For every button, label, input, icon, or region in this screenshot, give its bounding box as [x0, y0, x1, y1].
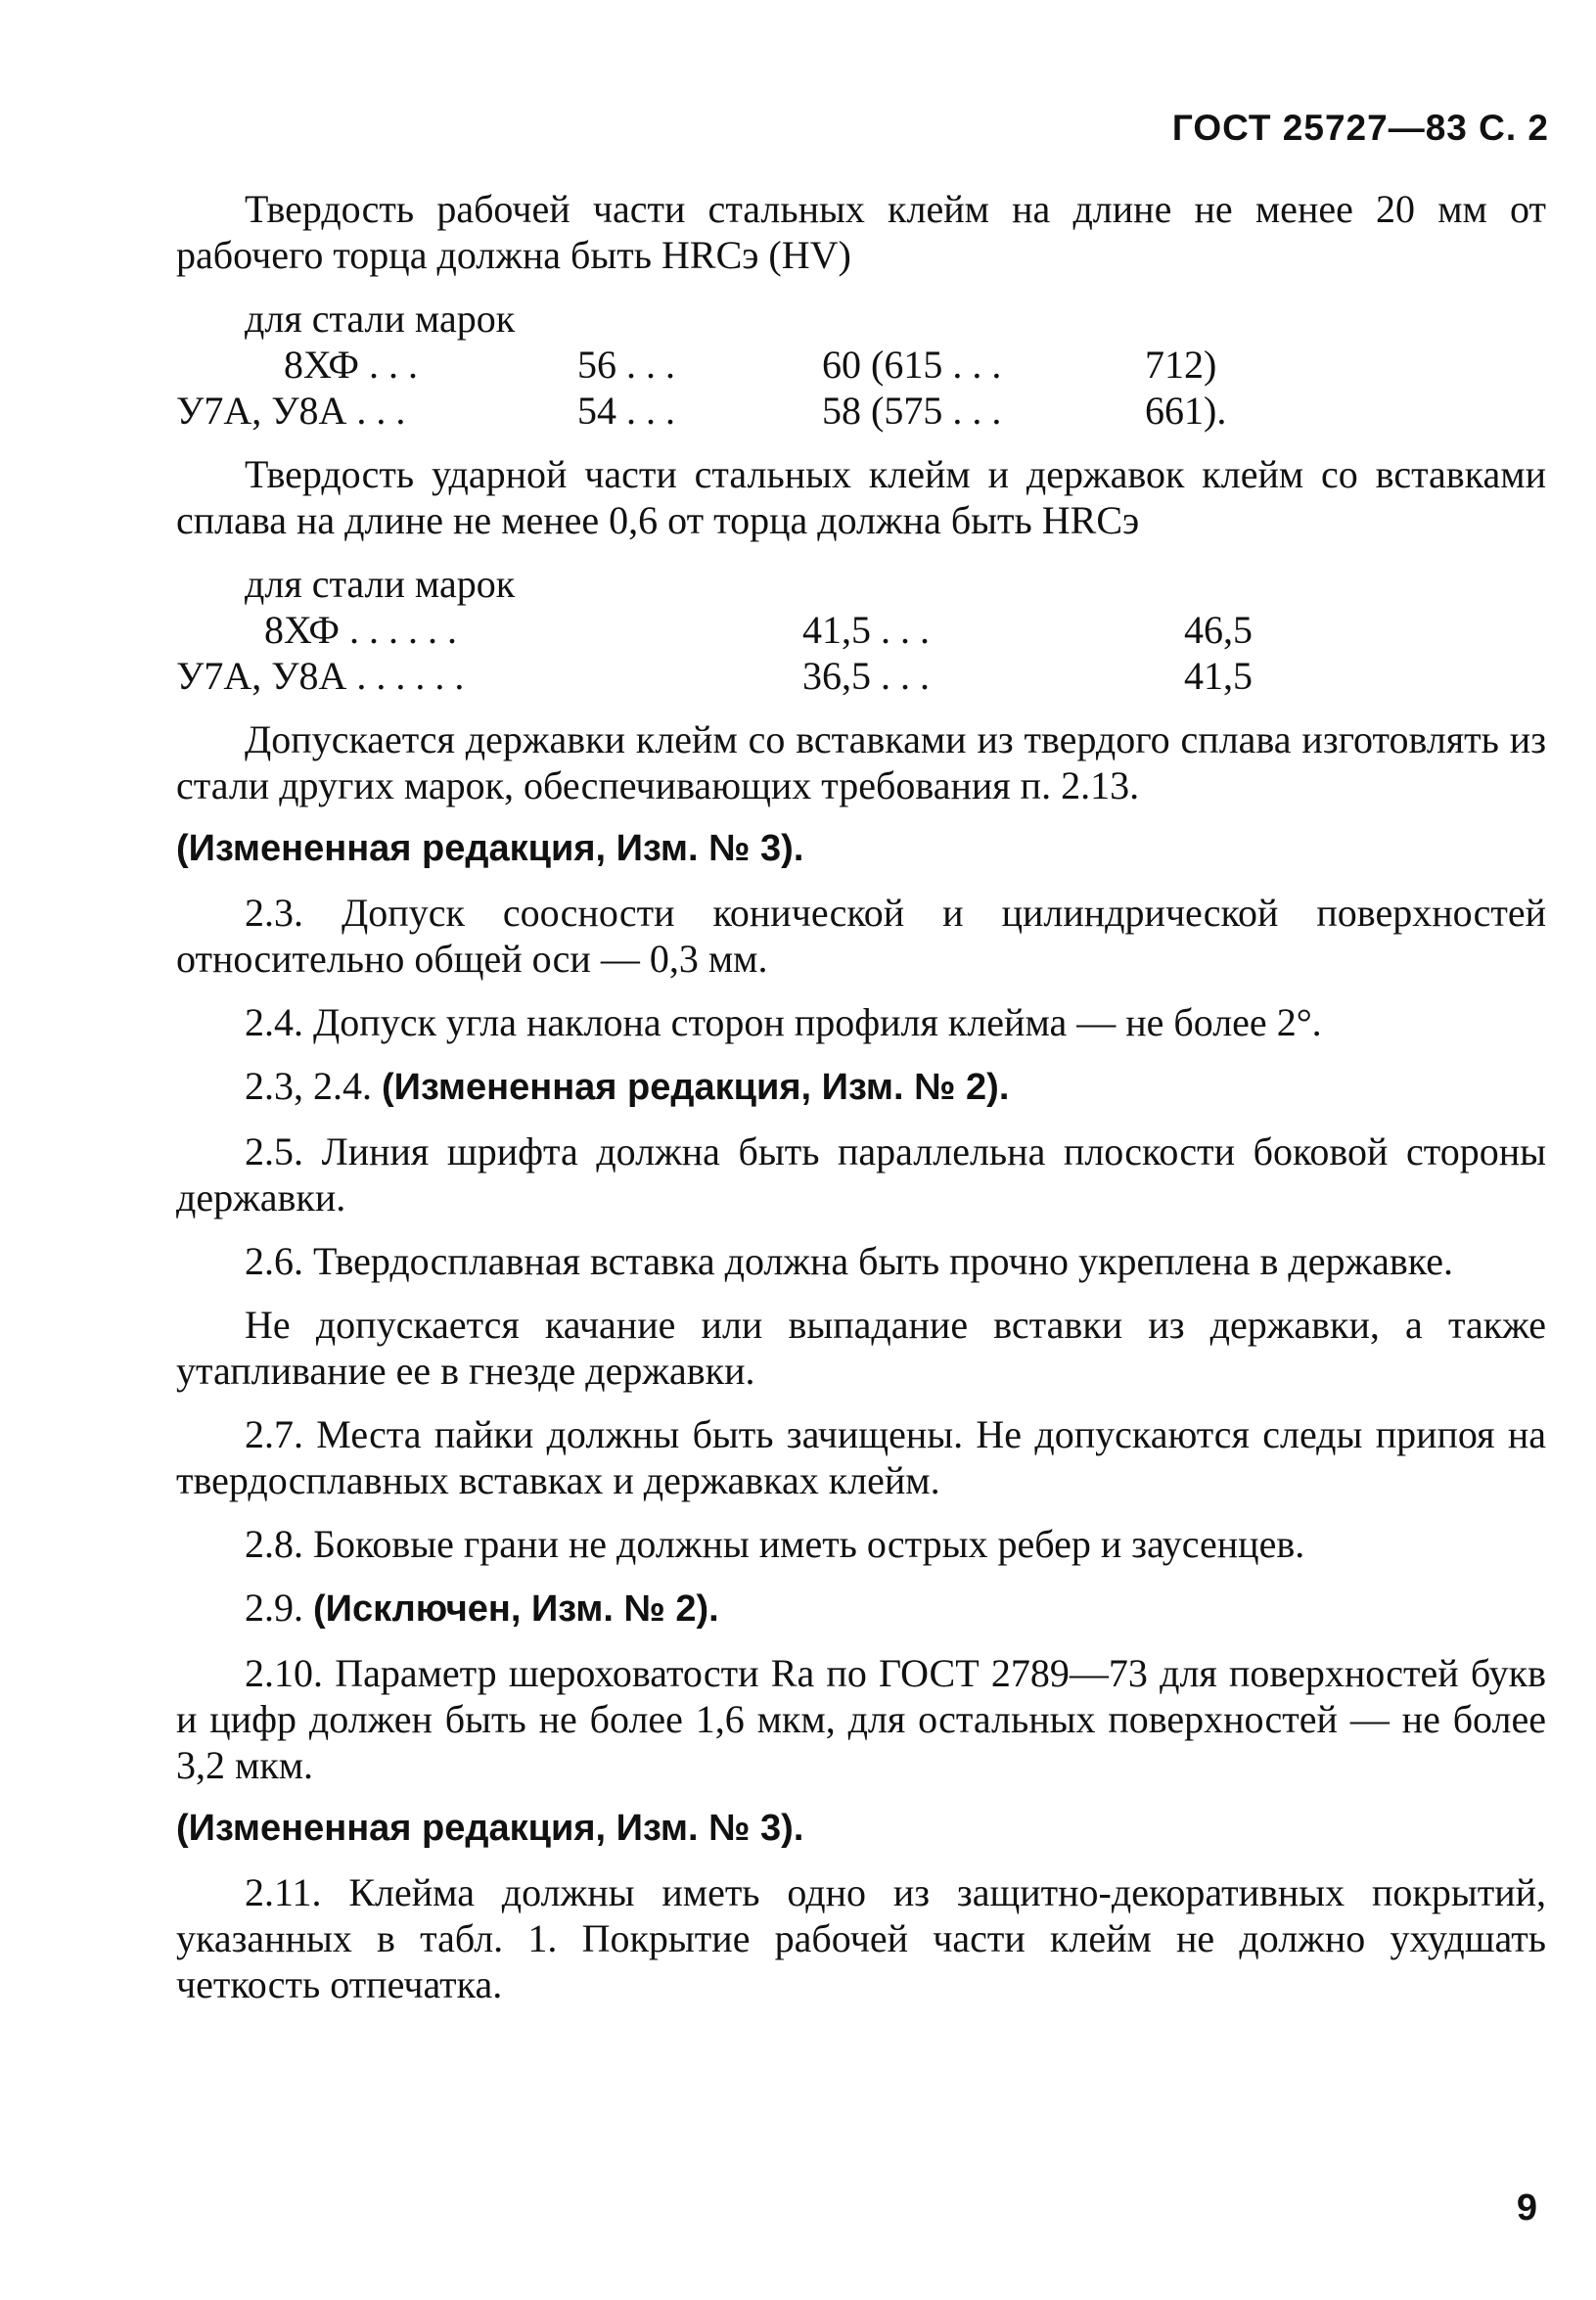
- table-label: для стали марок: [245, 562, 516, 606]
- paragraph-2-10: 2.10. Параметр шероховатости Ra по ГОСТ 2789—73 для поверхностей букв и цифр должен быть не более 1,6 мкм, для остальных поверхностей — не более 3,2 мкм.: [176, 1651, 1546, 1787]
- paragraph-hardness-working: Твердость рабочей части стальных клейм на длине не менее 20 мм от рабочего торца должна быть HRCэ (HV): [176, 187, 1546, 277]
- paragraph-2-9: 2.9. (Исключен, Изм. № 2).: [245, 1586, 719, 1630]
- page-header: ГОСТ 25727—83 С. 2: [1171, 108, 1549, 148]
- table-row: У7А, У8А . . . 54 . . . 58 (575 . . . 661).: [176, 389, 1227, 433]
- paragraph-2-4: 2.4. Допуск угла наклона сторон профиля клейма — не более 2°.: [245, 1000, 1322, 1044]
- paragraph-2-7: 2.7. Места пайки должны быть зачищены. Не допускаются следы припоя на твердосплавных вставках и державках клейм.: [176, 1412, 1546, 1502]
- table-row: У7А, У8А . . . . . . 36,5 . . . 41,5: [176, 654, 1253, 698]
- page-number: 9: [1516, 2187, 1537, 2229]
- table-row: 8ХФ . . . . . . 41,5 . . . 46,5: [264, 608, 1253, 652]
- paragraph-hardness-impact: Твердость ударной части стальных клейм и державок клейм со вставками сплава на длине не менее 0,6 от торца должна быть HRCэ: [176, 452, 1546, 542]
- amendment-note-2-3-2-4: 2.3, 2.4. (Измененная редакция, Изм. № 2).: [245, 1064, 1010, 1108]
- paragraph-2-11: 2.11. Клейма должны иметь одно из защитно-декоративных покрытий, указанных в табл. 1. Покрытие рабочей части клейм не должно ухудшать четкость отпечатка.: [176, 1870, 1546, 2006]
- paragraph-2-6-cont: Не допускается качание или выпадание вставки из державки, а также утапливание ее в гнезде державки.: [176, 1303, 1546, 1393]
- page-content: [176, 186, 1546, 2025]
- amendment-note-3: (Измененная редакция, Изм. № 3).: [176, 1808, 804, 1849]
- table-row: 8ХФ . . . 56 . . . 60 (615 . . . 712): [284, 343, 1217, 387]
- hardness-table-impact: [176, 561, 1546, 699]
- paragraph-2-5: 2.5. Линия шрифта должна быть параллельна плоскости боковой стороны державки.: [176, 1129, 1546, 1219]
- paragraph-2-8: 2.8. Боковые грани не должны иметь острых ребер и заусенцев.: [245, 1522, 1305, 1566]
- hardness-table-working: [176, 296, 1546, 434]
- table-label: для стали марок: [245, 297, 516, 341]
- paragraph-holders-material: Допускается державки клейм со вставками из твердого сплава изготовлять из стали других марок, обеспечивающих требования п. 2.13.: [176, 717, 1546, 807]
- paragraph-2-3: 2.3. Допуск соосности конической и цилиндрической поверхностей относительно общей оси — 0,3 мм.: [176, 891, 1546, 981]
- amendment-note: (Измененная редакция, Изм. № 3).: [176, 828, 804, 869]
- paragraph-2-6: 2.6. Твердосплавная вставка должна быть прочно укреплена в державке.: [245, 1239, 1453, 1283]
